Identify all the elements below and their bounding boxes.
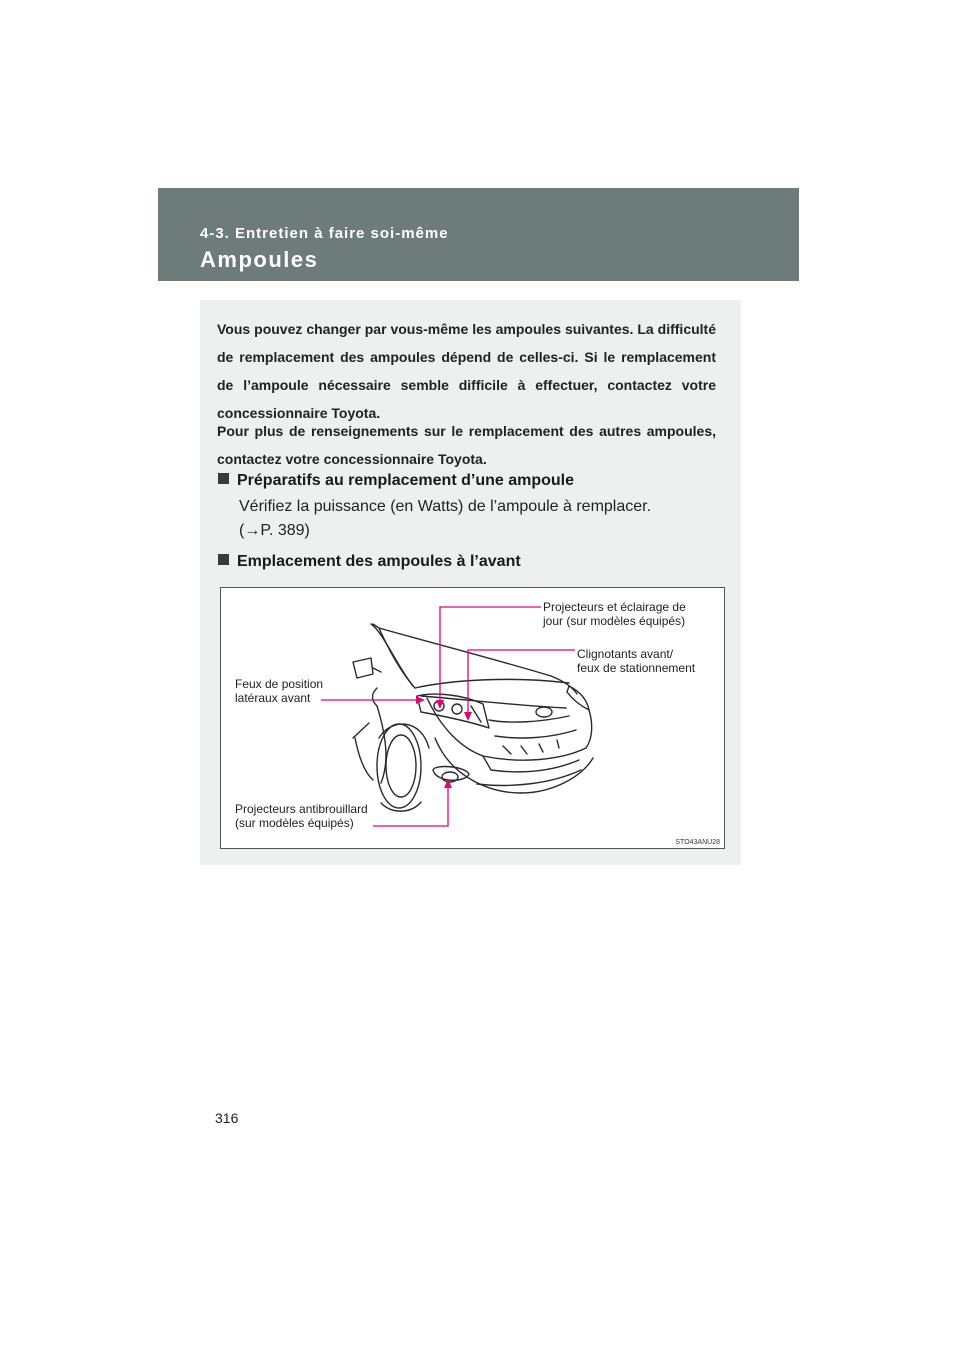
- callout-projecteurs-line2: jour (sur modèles équipés): [543, 614, 686, 628]
- callout-antibrouillard-line2: (sur modèles équipés): [235, 816, 354, 830]
- callout-projecteurs-line1: Projecteurs et éclairage de: [543, 600, 686, 614]
- preparatifs-page-reference[interactable]: (→P. 389): [239, 522, 310, 539]
- callout-feux-position: [235, 677, 323, 705]
- callout-clignotants-line2: feux de stationnement: [577, 661, 696, 675]
- car-front-lights-figure: [220, 587, 725, 849]
- square-bullet-icon: [218, 473, 229, 484]
- heading-emplacement-text: Emplacement des ampoules à l’avant: [237, 553, 521, 570]
- heading-preparatifs-text: Préparatifs au remplacement d’une ampoule: [237, 472, 574, 489]
- figure-code: STO43ANU28: [675, 839, 720, 846]
- callout-lines: [321, 607, 575, 826]
- callout-antibrouillard: [235, 802, 368, 830]
- preparatifs-body-line-1: Vérifiez la puissance (en Watts) de l’ampoule à remplacer.: [239, 498, 652, 515]
- callout-feux-line2: latéraux avant: [235, 691, 311, 705]
- callout-feux-line1: Feux de position: [235, 677, 324, 691]
- section-label: 4-3. Entretien à faire soi-même: [200, 225, 449, 242]
- page-title: Ampoules: [200, 247, 319, 272]
- callout-clignotants-line1: Clignotants avant/: [577, 647, 674, 661]
- callout-clignotants: [577, 647, 695, 675]
- callout-line-projecteurs: [440, 607, 541, 704]
- callout-projecteurs: [543, 600, 686, 628]
- heading-emplacement: [218, 553, 521, 571]
- intro-paragraph-1: Vous pouvez changer par vous-même les ampoules suivantes. La difficulté de remplacement des ampoules dépend de celles-ci. Si le remplacement de l’ampoule nécessaire semble difficile à effectuer, contactez votre concessionnaire Toyota.: [217, 321, 716, 421]
- square-bullet-icon: [218, 554, 229, 565]
- intro-paragraph-2: Pour plus de renseignements sur le remplacement des autres ampoules, contactez votre concessionnaire Toyota.: [217, 423, 716, 467]
- page-number: 316: [215, 1110, 239, 1126]
- callout-antibrouillard-line1: Projecteurs antibrouillard: [235, 802, 368, 816]
- heading-preparatifs: [218, 472, 574, 490]
- header-bar: [158, 188, 799, 281]
- car-outline: [353, 624, 593, 811]
